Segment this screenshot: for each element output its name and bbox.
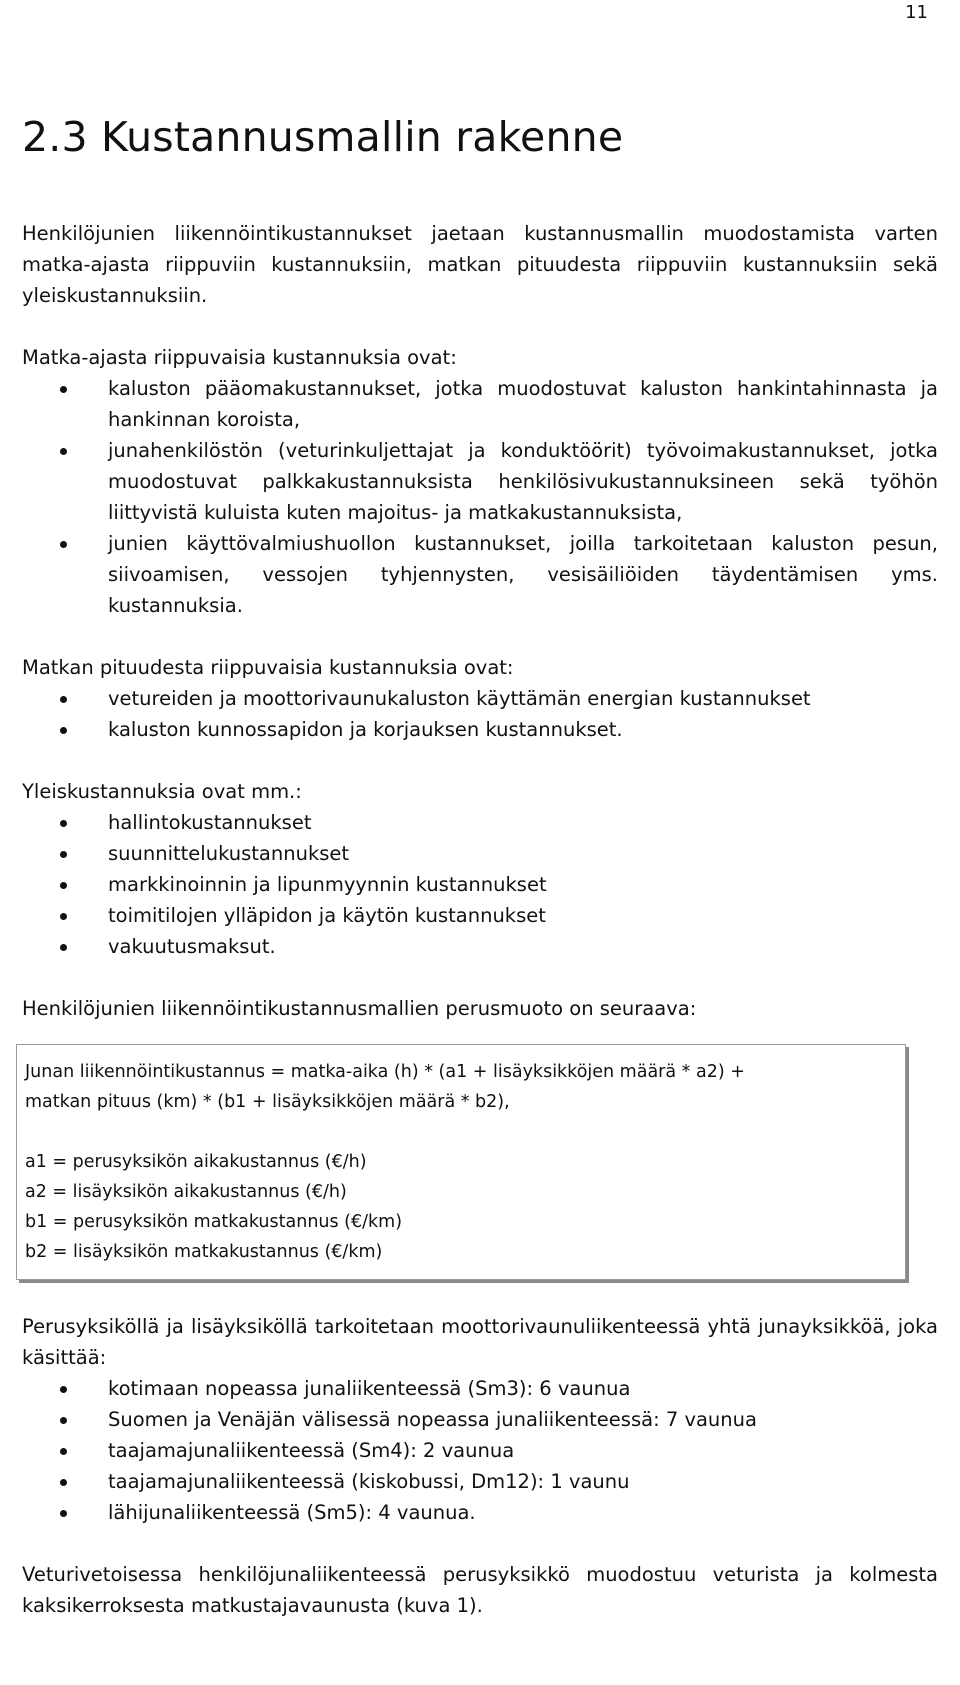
list-item <box>22 807 938 838</box>
bullet-icon <box>60 448 67 455</box>
bullet-icon <box>60 696 67 703</box>
formula-line-1: Junan liikennöintikustannus = matka-aika (h) * (a1 + lisäyksikköjen määrä * a2) + <box>25 1062 745 1082</box>
list-item-text: junahenkilöstön (veturinkuljettajat ja konduktöörit) työvoimakustannukset, jotka muodostuvat palkkakustannuksista henkilösivukustannuksineen sekä työhön liittyvistä kuluista kuten majoitus- ja matkakustannuksista, <box>108 439 938 524</box>
section-heading: 2.3 Kustannusmallin rakenne <box>22 113 624 161</box>
bullet-icon <box>60 913 67 920</box>
list-item <box>22 1497 938 1528</box>
list-item <box>22 373 938 435</box>
units-list <box>22 1373 938 1528</box>
list-item-text: kotimaan nopeassa junaliikenteessä (Sm3): 6 vaunua <box>108 1377 631 1400</box>
bullet-icon <box>60 851 67 858</box>
list-item <box>22 1404 938 1435</box>
list-item <box>22 838 938 869</box>
list-item-text: lähijunaliikenteessä (Sm5): 4 vaunua. <box>108 1501 476 1524</box>
intro-paragraph: Henkilöjunien liikennöintikustannukset jaetaan kustannusmallin muodostamista varten matka-ajasta riippuviin kustannuksiin, matkan pituudesta riippuviin kustannuksiin sekä yleiskustannuksiin. <box>22 222 938 307</box>
list-item-text: toimitilojen ylläpidon ja käytön kustannukset <box>108 904 546 927</box>
bullet-icon <box>60 1479 67 1486</box>
bullet-icon <box>60 882 67 889</box>
formula-definition: b1 = perusyksikön matkakustannus (€/km) <box>25 1212 403 1232</box>
list-item-text: Suomen ja Venäjän välisessä nopeassa junaliikenteessä: 7 vaunua <box>108 1408 757 1431</box>
time-costs-list <box>22 373 938 621</box>
list-item-text: hallintokustannukset <box>108 811 312 834</box>
formula-definition: a2 = lisäyksikön aikakustannus (€/h) <box>25 1182 347 1202</box>
list-item <box>22 1373 938 1404</box>
overhead-costs-list <box>22 807 938 962</box>
page-number: 11 <box>905 2 928 23</box>
list-item <box>22 931 938 962</box>
bullet-icon <box>60 1417 67 1424</box>
model-intro: Henkilöjunien liikennöintikustannusmallien perusmuoto on seuraava: <box>22 997 697 1020</box>
list-item <box>22 869 938 900</box>
list-item <box>22 714 938 745</box>
bullet-icon <box>60 944 67 951</box>
list-item <box>22 683 938 714</box>
time-costs-label: Matka-ajasta riippuvaisia kustannuksia ovat: <box>22 346 457 369</box>
bullet-icon <box>60 386 67 393</box>
list-item-text: suunnittelukustannukset <box>108 842 350 865</box>
distance-costs-list <box>22 683 938 745</box>
document-body <box>22 218 938 1621</box>
list-item-text: markkinoinnin ja lipunmyynnin kustannukset <box>108 873 547 896</box>
formula-definition: b2 = lisäyksikön matkakustannus (€/km) <box>25 1242 383 1262</box>
bullet-icon <box>60 1448 67 1455</box>
closing-paragraph: Veturivetoisessa henkilöjunaliikenteessä perusyksikkö muodostuu veturista ja kolmesta kaksikerroksesta matkustajavaunusta (kuva 1). <box>22 1563 938 1617</box>
list-item-text: vetureiden ja moottorivaunukaluston käyttämän energian kustannukset <box>108 687 811 710</box>
distance-costs-label: Matkan pituudesta riippuvaisia kustannuksia ovat: <box>22 656 514 679</box>
list-item <box>22 1435 938 1466</box>
list-item <box>22 435 938 528</box>
list-item <box>22 528 938 621</box>
bullet-icon <box>60 1510 67 1517</box>
list-item-text: junien käyttövalmiushuollon kustannukset, joilla tarkoitetaan kaluston pesun, siivoamisen, vessojen tyhjennysten, vesisäiliöiden täydentämisen yms. kustannuksia. <box>108 532 938 617</box>
bullet-icon <box>60 1386 67 1393</box>
list-item-text: kaluston kunnossapidon ja korjauksen kustannukset. <box>108 718 623 741</box>
formula-line-2: matkan pituus (km) * (b1 + lisäyksikköjen määrä * b2), <box>25 1092 510 1112</box>
list-item-text: kaluston pääomakustannukset, jotka muodostuvat kaluston hankintahinnasta ja hankinnan koroista, <box>108 377 938 431</box>
units-paragraph: Perusyksiköllä ja lisäyksiköllä tarkoitetaan moottorivaunuliikenteessä yhtä junayksikköä, joka käsittää: <box>22 1315 938 1369</box>
list-item <box>22 1466 938 1497</box>
bullet-icon <box>60 541 67 548</box>
overhead-costs-label: Yleiskustannuksia ovat mm.: <box>22 780 302 803</box>
formula-definition: a1 = perusyksikön aikakustannus (€/h) <box>25 1152 367 1172</box>
bullet-icon <box>60 727 67 734</box>
list-item-text: vakuutusmaksut. <box>108 935 276 958</box>
bullet-icon <box>60 820 67 827</box>
formula-box <box>16 1044 906 1280</box>
list-item <box>22 900 938 931</box>
list-item-text: taajamajunaliikenteessä (Sm4): 2 vaunua <box>108 1439 515 1462</box>
list-item-text: taajamajunaliikenteessä (kiskobussi, Dm12): 1 vaunu <box>108 1470 630 1493</box>
